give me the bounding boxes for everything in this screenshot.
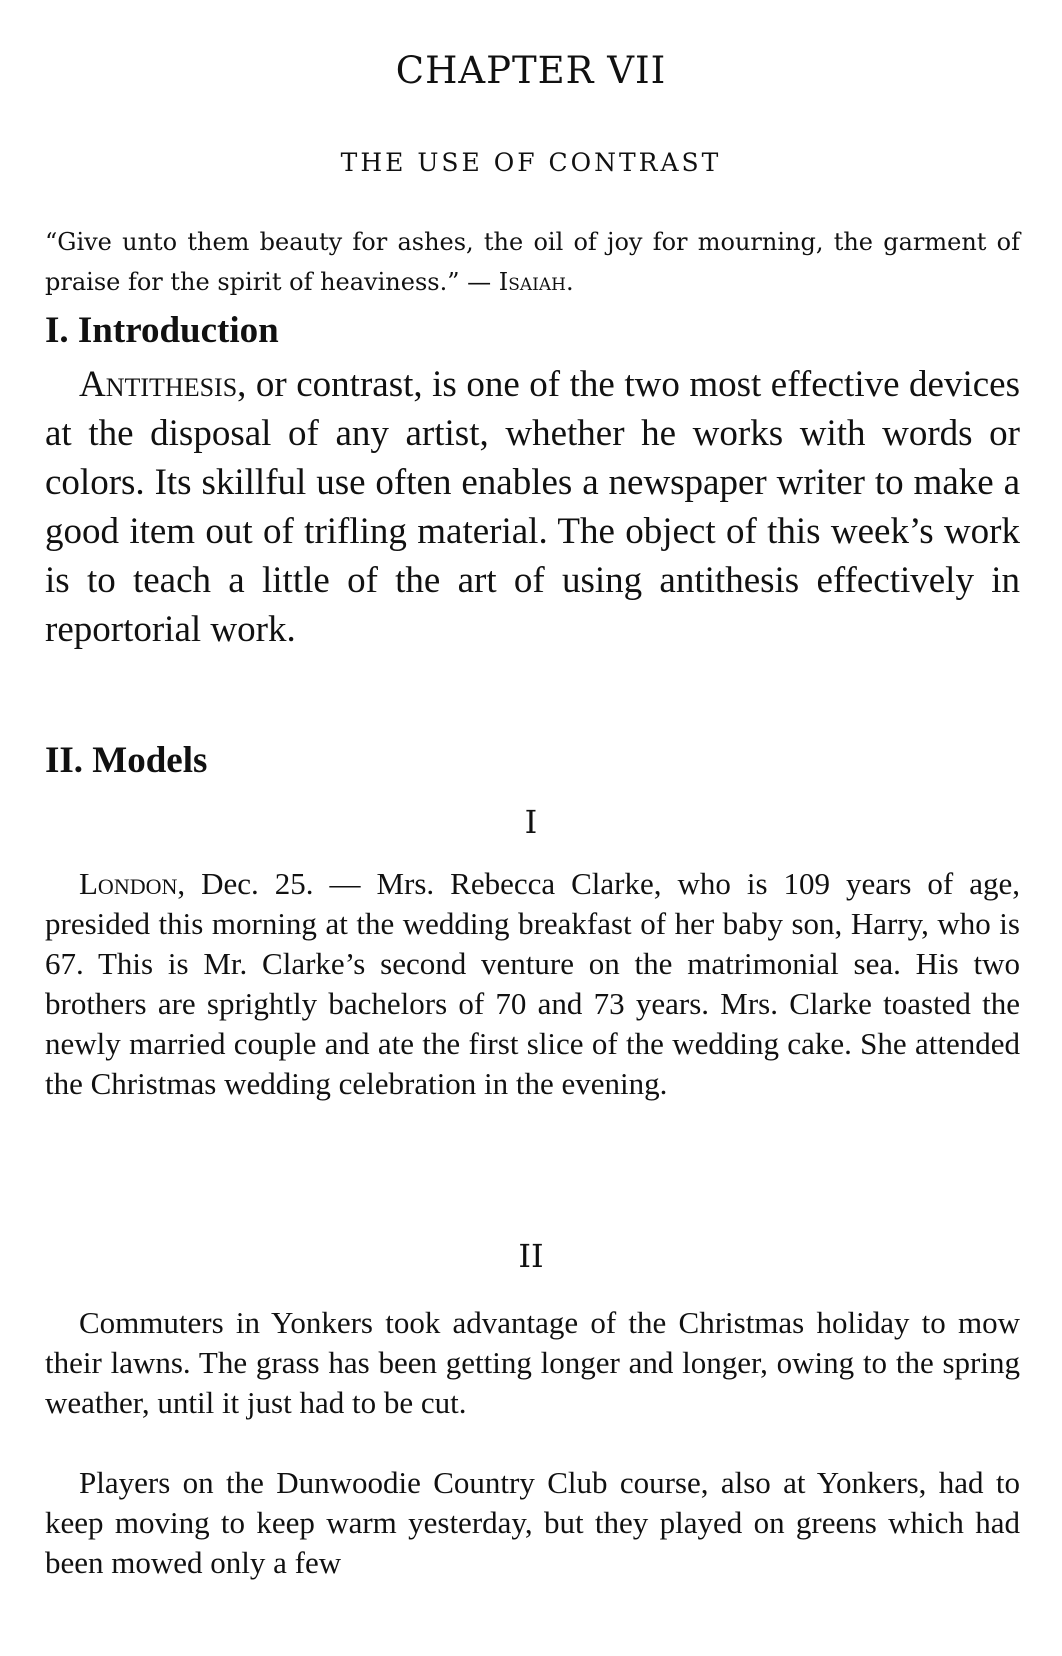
introduction-paragraph <box>45 360 1020 654</box>
model-two-number: II <box>518 1237 544 1275</box>
epigraph <box>45 222 1020 302</box>
model-one-paragraph <box>45 864 1020 1104</box>
model-one-dateline: London, <box>79 866 186 901</box>
models-heading: II. Models <box>45 740 208 781</box>
model-two-paragraph-one: Commuters in Yonkers took advantage of the Christmas holiday to mow their lawns. The grass has been getting longer and longer, owing to the spring weather, until it just had to be cut. <box>45 1305 1020 1420</box>
introduction-text: or contrast, is one of the two most effective devices at the disposal of any artist, whether he works with words or colors. Its skillful use often enables a newspaper writer to make a good item out of trifling material. The object of this week’s work is to teach a little of the art of using antithesis effectively in reportorial work. <box>45 364 1020 650</box>
model-one-number: I <box>524 803 538 841</box>
introduction-lead-word: Antithesis, <box>79 364 247 405</box>
introduction-heading: I. Introduction <box>45 310 279 351</box>
epigraph-attribution: Isaiah. <box>498 268 574 296</box>
chapter-subtitle: THE USE OF CONTRAST <box>340 148 722 177</box>
chapter-title: CHAPTER VII <box>395 49 667 92</box>
model-two-paragraph-two: Players on the Dunwoodie Country Club course, also at Yonkers, had to keep moving to keep warm yesterday, but they played on greens which had been mowed only a few <box>45 1465 1020 1580</box>
model-one-text: Dec. 25. — Mrs. Rebecca Clarke, who is 109 years of age, presided this morning at the wedding breakfast of her baby son, Harry, who is 67. This is Mr. Clarke’s second venture on the matrimonial sea. His two brothers are sprightly bachelors of 70 and 73 years. Mrs. Clarke toasted the newly married couple and ate the first slice of the wedding cake. She attended the Christmas wedding celebration in the evening. <box>45 866 1020 1101</box>
epigraph-quote: “Give unto them beauty for ashes, the oil of joy for mourning, the garment of praise for the spirit of heaviness.” — <box>45 228 1020 296</box>
